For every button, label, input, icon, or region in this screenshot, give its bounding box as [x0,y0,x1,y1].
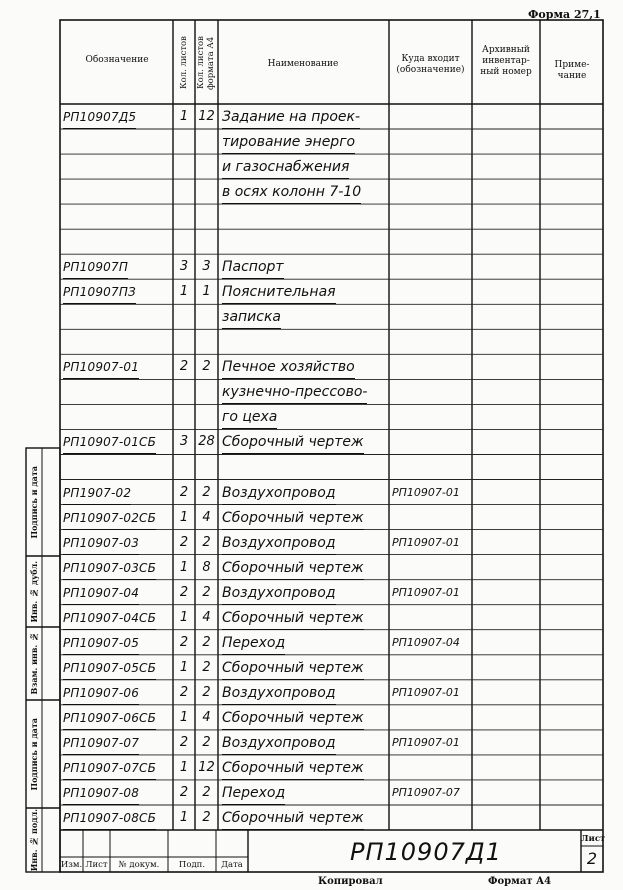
row-code: РП10907-01 [63,356,139,379]
row-where-used: РП10907-01 [392,735,460,749]
row-where-used [392,431,472,453]
tb-sign: Подп. [178,860,206,870]
row-name: и газоснабжения [222,156,349,179]
row-code: РП10907-07 [63,732,139,755]
row-code [63,331,171,353]
row-a4-sheets: 12 [198,759,215,775]
row-a4-sheets: 1 [202,284,211,300]
row-name: записка [222,306,281,329]
row-a4-sheets [196,331,217,353]
row-a4-sheets: 4 [202,709,211,725]
row-code: РП10907-05 [63,632,139,655]
row-name: Воздухопровод [222,582,336,605]
row-where-used: РП10907-01 [392,585,460,599]
side-label-inv-dubl: Инв. № дубл. [29,560,39,623]
row-sheets-count [174,406,194,428]
row-code: РП10907-02СБ [63,507,156,530]
tb-izm: Изм. [60,860,83,870]
row-code [63,181,171,203]
row-a4-sheets: 2 [202,734,211,750]
row-sheets-count: 2 [179,584,189,600]
row-sheets-count [174,231,194,253]
row-where-used [392,807,472,829]
header-where-used: Куда входит (обозначение) [396,54,465,75]
row-where-used: РП10907-07 [392,785,460,799]
row-sheets-count: 3 [179,434,189,450]
row-a4-sheets [196,206,217,228]
row-name [222,206,387,228]
row-sheets-count: 2 [179,634,189,650]
row-where-used [392,507,472,529]
row-a4-sheets [196,181,217,203]
row-name: Сборочный чертеж [222,557,364,580]
tb-sheet-label: Лист [581,834,606,844]
row-where-used: РП10907-01 [392,685,460,699]
row-a4-sheets: 2 [202,359,211,375]
row-sheets-count [174,331,194,353]
row-where-used [392,757,472,779]
row-where-used [392,331,472,353]
row-sheets-count: 2 [179,484,189,500]
row-a4-sheets: 4 [202,609,211,625]
row-where-used: РП10907-04 [392,635,460,649]
row-name: Сборочный чертеж [222,707,364,730]
row-where-used [392,356,472,378]
row-sheets-count: 2 [179,734,189,750]
row-a4-sheets: 3 [202,259,211,275]
row-code: РП10907-04 [63,582,139,605]
row-name [222,231,387,253]
row-a4-sheets: 2 [202,584,211,600]
row-name: Воздухопровод [222,532,336,555]
row-code [63,231,171,253]
row-name: Паспорт [222,256,284,279]
row-where-used [392,231,472,253]
row-a4-sheets: 8 [202,559,211,575]
row-sheets-count: 1 [179,109,189,124]
row-where-used [392,206,472,228]
row-code [63,306,171,328]
row-sheets-count [174,381,194,403]
row-a4-sheets: 4 [202,509,211,525]
row-where-used [392,557,472,579]
row-where-used [392,607,472,629]
row-sheets-count: 1 [179,809,189,825]
row-a4-sheets: 12 [198,109,215,124]
row-code: РП10907Д5 [63,106,136,129]
tb-sheet-no: 2 [586,849,598,868]
row-a4-sheets: 2 [202,634,211,650]
row-code: РП10907-03СБ [63,557,156,580]
header-archive-no: Архивный инвентар-ный номер [480,45,532,77]
tb-designation: РП10907Д1 [350,838,502,866]
row-a4-sheets [196,131,217,153]
row-sheets-count: 1 [179,559,189,575]
row-name: Сборочный чертеж [222,507,364,530]
row-name [222,331,387,353]
row-name: Сборочный чертеж [222,757,364,780]
row-sheets-count: 2 [179,359,189,375]
row-code: РП10907-08 [63,782,139,805]
row-code: РП10907-05СБ [63,657,156,680]
row-where-used: РП10907-01 [392,485,460,499]
header-name: Наименование [267,59,339,69]
row-where-used [392,181,472,203]
row-sheets-count: 2 [179,784,189,800]
row-where-used [392,306,472,328]
row-where-used [392,281,472,303]
row-where-used [392,256,472,278]
row-code [63,406,171,428]
row-name: Переход [222,782,285,805]
row-name: Сборочный чертеж [222,657,364,680]
row-where-used [392,406,472,428]
row-sheets-count [174,206,194,228]
row-a4-sheets: 2 [202,809,211,825]
row-name: тирование энерго [222,131,355,154]
row-name: Сборочный чертеж [222,807,364,830]
row-sheets-count: 1 [179,284,189,300]
row-name: Пояснительная [222,281,336,304]
side-label-inv-podl: Инв. № подл. [29,808,39,872]
header-sheets-count: Кол. листов [179,36,189,90]
tb-doc-no: № докум. [118,860,160,870]
row-code: РП1907-02 [63,482,131,505]
row-sheets-count: 1 [179,709,189,725]
row-sheets-count: 1 [179,609,189,625]
row-code: РП10907П [63,256,128,279]
row-where-used: РП10907-01 [392,535,460,549]
row-where-used [392,381,472,403]
row-name: Воздухопровод [222,482,336,505]
row-a4-sheets: 2 [202,534,211,550]
footer-copied: Копировал [318,876,383,887]
row-code: РП10907-08СБ [63,807,156,830]
row-code [63,456,171,478]
side-label-sign-date-2: Подпись и дата [29,717,39,791]
row-where-used [392,456,472,478]
row-sheets-count [174,306,194,328]
row-sheets-count [174,156,194,178]
row-code: РП10907-03 [63,532,139,555]
row-a4-sheets [196,381,217,403]
row-name: Задание на проек- [222,106,360,129]
row-a4-sheets [196,406,217,428]
row-code: РП10907-01СБ [63,431,156,454]
row-a4-sheets: 2 [202,684,211,700]
row-sheets-count: 1 [179,759,189,775]
row-a4-sheets: 2 [202,784,211,800]
row-name: Воздухопровод [222,682,336,705]
row-a4-sheets: 2 [202,484,211,500]
row-name: Переход [222,632,285,655]
row-name: кузнечно-прессово- [222,381,367,404]
row-a4-sheets [196,231,217,253]
row-sheets-count [174,181,194,203]
row-sheets-count: 2 [179,534,189,550]
row-name [222,456,387,478]
row-sheets-count: 3 [179,259,189,275]
row-sheets-count: 1 [179,509,189,525]
header-note: Приме-чание [554,60,590,81]
row-name: Воздухопровод [222,732,336,755]
row-sheets-count [174,456,194,478]
row-code: РП10907-07СБ [63,757,156,780]
row-where-used [392,707,472,729]
row-where-used [392,156,472,178]
row-a4-sheets [196,306,217,328]
row-code [63,381,171,403]
row-where-used [392,131,472,153]
row-code: РП10907-06 [63,682,139,705]
row-name: Печное хозяйство [222,356,355,379]
side-label-vzam-inv: Взам. инв. № [29,632,39,695]
tb-date: Дата [221,860,243,870]
footer-format: Формат А4 [488,876,552,887]
row-name: Сборочный чертеж [222,431,364,454]
row-name: Сборочный чертеж [222,607,364,630]
header-designation: Обозначение [85,55,149,65]
row-code: РП10907ПЗ [63,281,136,304]
row-a4-sheets [196,156,217,178]
row-code [63,131,171,153]
form-label: Форма 27,1 [528,8,601,21]
row-code: РП10907-04СБ [63,607,156,630]
row-name: в осях колонн 7-10 [222,181,361,204]
row-code [63,156,171,178]
header-a4-sheets: Кол. листов формата А4 [196,36,216,90]
row-name: го цеха [222,406,277,429]
row-a4-sheets: 28 [198,434,215,450]
side-label-sign-date-1: Подпись и дата [29,465,39,539]
row-a4-sheets: 2 [202,659,211,675]
row-a4-sheets [196,456,217,478]
row-code: РП10907-06СБ [63,707,156,730]
row-code [63,206,171,228]
row-sheets-count: 1 [179,659,189,675]
row-sheets-count: 2 [179,684,189,700]
tb-list: Лист [85,860,108,870]
row-sheets-count [174,131,194,153]
row-where-used [392,657,472,679]
row-where-used [392,106,472,128]
